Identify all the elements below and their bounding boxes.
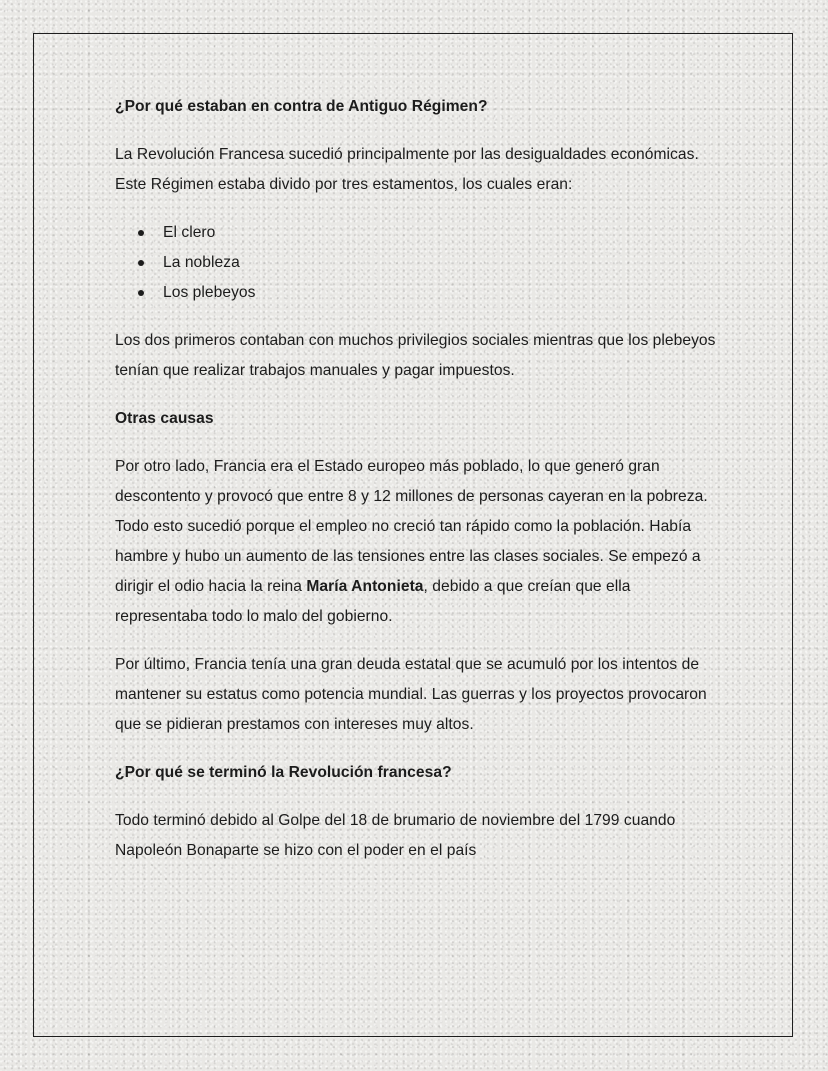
text-segment: , debido a que creían que ella representaba todo lo malo del gobierno. (115, 578, 631, 625)
paragraph-debt: Por último, Francia tenía una gran deuda estatal que se acumuló por los intentos de mantener su estatus como potencia mundial. Las guerras y los proyectos provocaron que se pidieran prestamos con intereses muy altos. (115, 656, 707, 733)
list-item-label: La nobleza (163, 254, 240, 271)
text-segment: Por otro lado, Francia era el Estado europeo más poblado, lo que generó gran descontento y provocó que entre 8 y 12 millones de personas cayeran en la pobreza. Todo esto sucedió porque el empleo no creció tan rápido como la población. Había hambre y hubo un aumento de las tensiones entre las clases sociales. Se empezó a dirigir el odio hacia la reina (115, 458, 708, 595)
estates-list (115, 218, 725, 308)
heading-fin-revolucion: ¿Por qué se terminó la Revolución francesa? (115, 764, 452, 781)
document-body (115, 92, 725, 884)
list-item (138, 218, 725, 248)
heading-otras-causas: Otras causas (115, 410, 214, 427)
list-item-label: El clero (163, 224, 216, 241)
paragraph-ending: Todo terminó debido al Golpe del 18 de brumario de noviembre del 1799 cuando Napoleón Bonaparte se hizo con el poder en el país (115, 812, 676, 859)
list-item (138, 278, 725, 308)
list-item (138, 248, 725, 278)
heading-antiguo-regimen: ¿Por qué estaban en contra de Antiguo Régimen? (115, 98, 488, 115)
bold-name-maria-antonieta: María Antonieta (306, 578, 424, 595)
paragraph-population (115, 452, 725, 632)
bullet-icon (138, 260, 144, 266)
paragraph-intro: La Revolución Francesa sucedió principalmente por las desigualdades económicas. Este Régimen estaba divido por tres estamentos, los cuales eran: (115, 146, 699, 193)
bullet-icon (138, 290, 144, 296)
paragraph-privileges: Los dos primeros contaban con muchos privilegios sociales mientras que los plebeyos tenían que realizar trabajos manuales y pagar impuestos. (115, 332, 716, 379)
list-item-label: Los plebeyos (163, 284, 256, 301)
bullet-icon (138, 230, 144, 236)
